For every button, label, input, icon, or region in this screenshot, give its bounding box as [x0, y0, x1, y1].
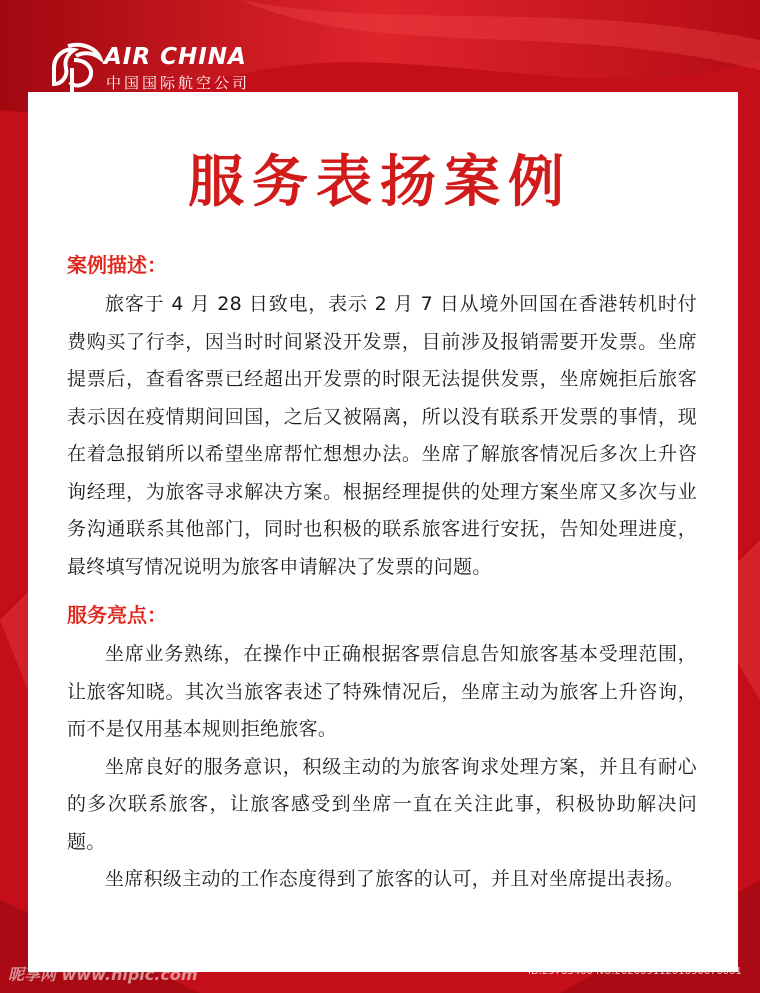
case-description-paragraph: 旅客于 4 月 28 日致电，表示 2 月 7 日从境外回国在香港转机时付费购买了行李，因当时时间紧没开发票，目前涉及报销需要开发票。坐席提票后，查看客票已经超出开发票的时限无法提供发票，坐席婉拒后旅客表示因在疫情期间回国，之后又被隔离，所以没有联系开发票的事情，现在着急报销所以希望坐席帮忙想想办法。坐席了解旅客情况后多次上升咨询经理，为旅客寻求解决方案。根据经理提供的处理方案坐席又多次与业务沟通联系其他部门，同时也积极的联系旅客进行安抚，告知处理进度，最终填写情况说明为旅客申请解决了发票的问题。 — [67, 293, 697, 578]
air-china-logo — [44, 38, 284, 98]
highlight-paragraph: 坐席良好的服务意识，积级主动的为旅客询求处理方案，并且有耐心的多次联系旅客，让旅客感受到坐席一直在关注此事，积极协助解决问题。 — [67, 755, 697, 853]
page-title: 服务表扬案例 — [188, 150, 572, 215]
brand-name-cn: 中国国际航空公司 — [106, 74, 251, 92]
air-china-phoenix-logo-icon — [44, 38, 106, 96]
brand-name-en: AIR CHINA — [104, 44, 247, 70]
section-heading-highlights: 服务亮点： — [67, 603, 167, 627]
watermark-id: ID:29783400 NO:20200911201030670001 — [528, 966, 742, 977]
highlight-paragraph: 坐席业务熟练，在操作中正确根据客票信息告知旅客基本受理范围，让旅客知晓。其次当旅客表述了特殊情况后，坐席主动为旅客上升咨询，而不是仅用基本规则拒绝旅客。 — [67, 643, 697, 740]
section-heading-case: 案例描述： — [67, 253, 167, 277]
article-body — [67, 248, 697, 899]
watermark-site: 昵享网 www.nipic.com — [8, 965, 198, 984]
highlight-paragraph: 坐席积级主动的工作态度得到了旅客的认可，并且对坐席提出表扬。 — [105, 868, 685, 890]
